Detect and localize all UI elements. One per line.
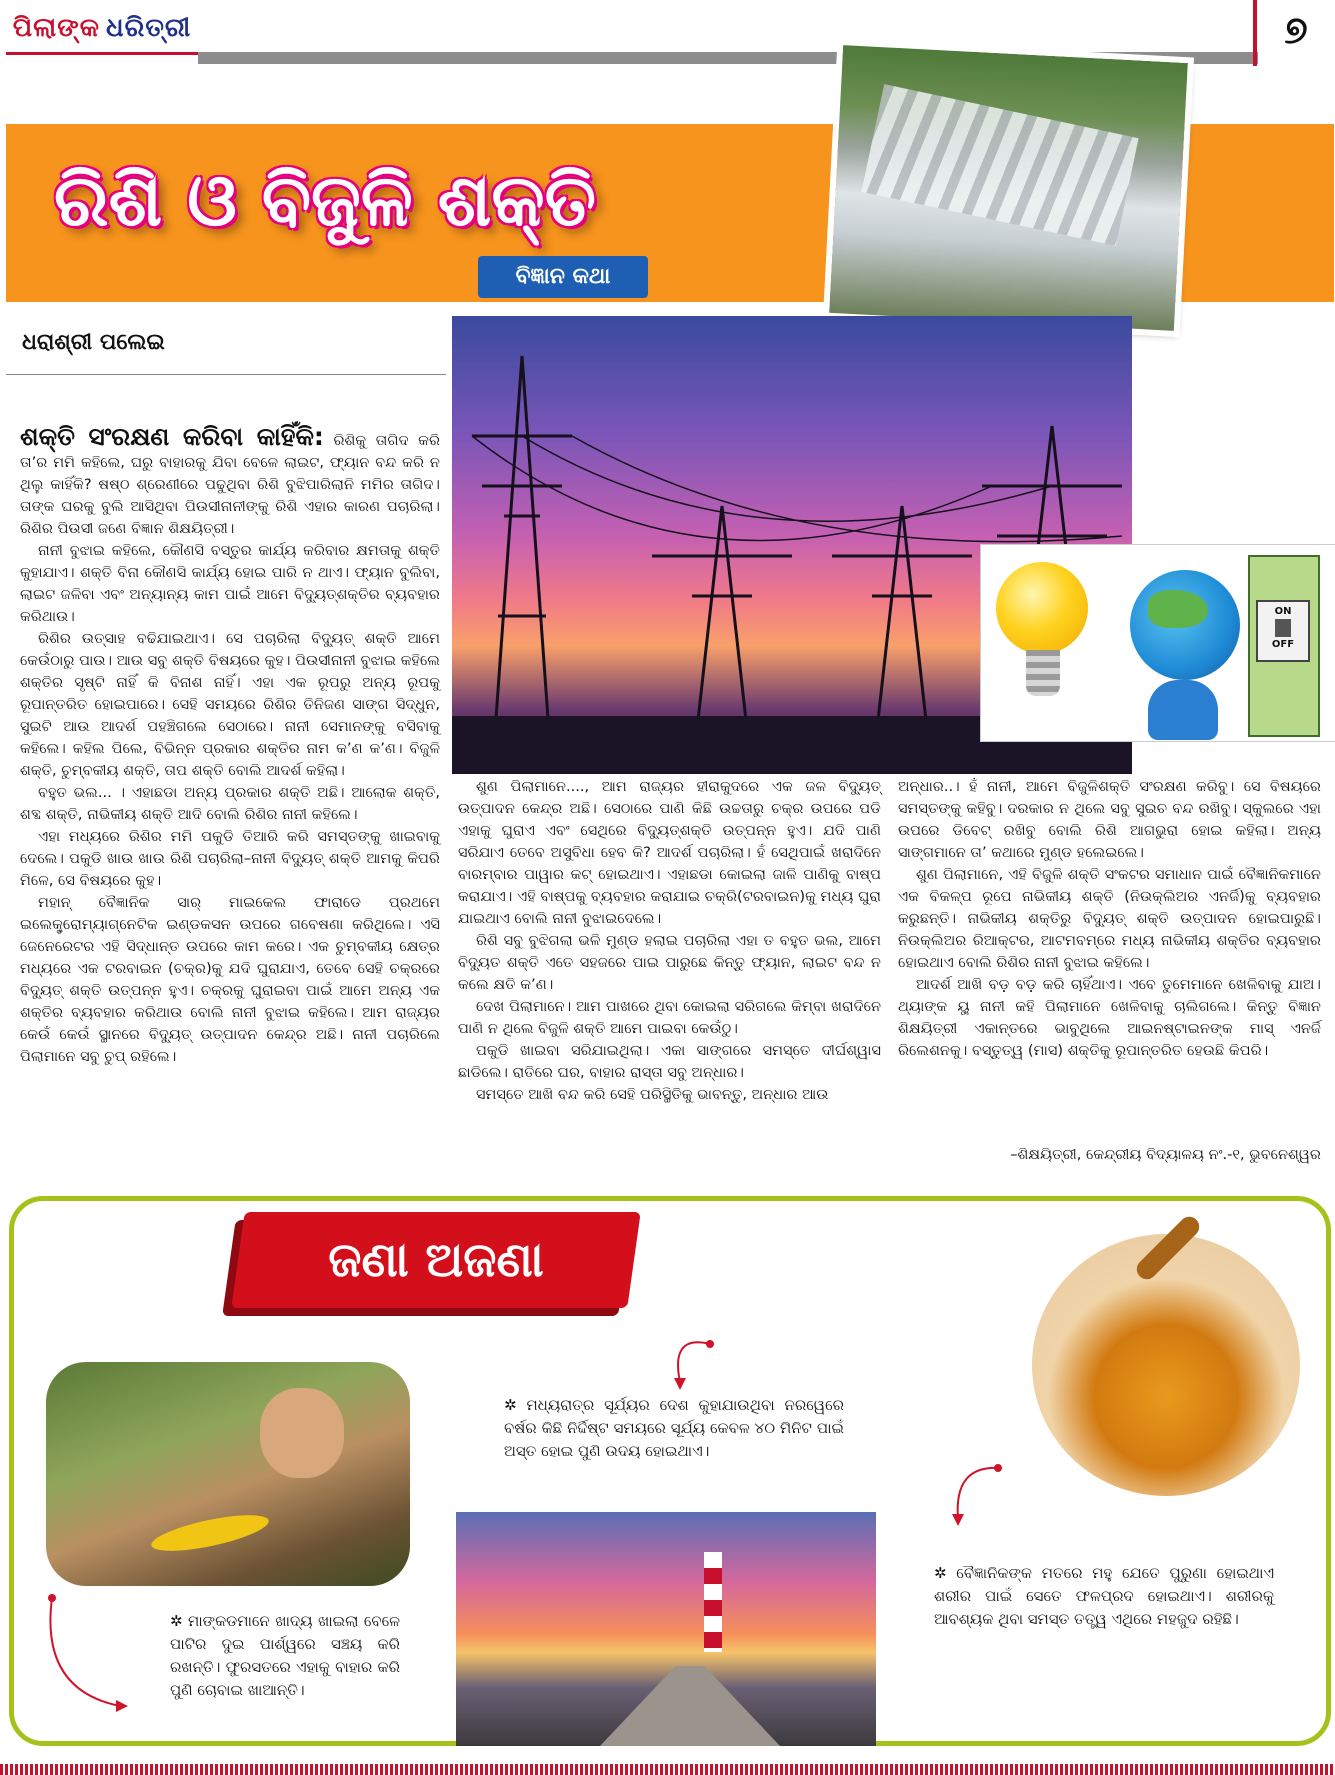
- curved-arrow-icon: [944, 1460, 1004, 1530]
- curved-arrow-icon: [660, 1334, 720, 1392]
- footer-rule: [0, 1764, 1335, 1775]
- light-bulb-icon: [996, 562, 1088, 654]
- fact-monkeys: ✲ ମାଙ୍କଡମାନେ ଖାଦ୍ୟ ଖାଇଲା ବେଳେ ପାଟିର ଦୁଇ ପାର୍ଶ୍ୱରେ ସଞ୍ଚୟ କରି ରଖନ୍ତି। ଫୁରସତରେ ଏହାକୁ ବାହାର କରି ପୁଣି ଚୋବାଇ ଖାଆନ୍ତି।: [170, 1612, 400, 1699]
- author-credit: –ଶିକ୍ଷୟିତ୍ରୀ, କେନ୍ଦ୍ରୀୟ ବିଦ୍ୟାଳୟ ନଂ.-୧, ଭୁବନେଶ୍ୱର: [1010, 1146, 1321, 1163]
- earth-mascot-body: [1148, 680, 1218, 740]
- article-lead: ଶକ୍ତି ସଂରକ୍ଷଣ କରିବା କାହିଁକି:: [20, 422, 324, 451]
- light-switch-icon: [1256, 600, 1310, 662]
- article-title: ରିଶି ଓ ବିଜୁଳି ଶକ୍ତି: [54, 158, 596, 242]
- author-name: ଧରାଶ୍ରୀ ପଲେଇ: [22, 330, 165, 355]
- section-tag: ବିଜ୍ଞାନ କଥା: [478, 256, 648, 298]
- facts-box-title: ଜଣା ଅଜଣା: [328, 1232, 544, 1288]
- switch-on-label: ON: [1274, 606, 1292, 617]
- paragraph: ଅନ୍ଧାର..। ହଁ ନାନୀ, ଆମେ ବିଜୁଳିଶକ୍ତି ସଂରକ୍ଷଣ କରିବୁ। ସେ ବିଷୟରେ ସମସ୍ତଙ୍କୁ କହିବୁ। ଦରକାର ନ ଥିଲେ ସବୁ ସୁଇଚ ବନ୍ଦ ରଖିବୁ। ସ୍କୁଲରେ ଏହା ଉପରେ ଡିବେଟ୍ ରଖିବୁ ବୋଲି ରିଶି ଆଗଭୁରା ହୋଇ କହିଲା। ଅନ୍ୟ ସାଙ୍ଗମାନେ ତା’ କଥାରେ ମୁଣ୍ଡ ହଲେଇଲେ।: [898, 778, 1321, 861]
- paragraph: ପକୁଡି ଖାଇବା ସରିଯାଇଥିଲା। ଏକା ସାଙ୍ଗରେ ସମସ୍ତେ ଦୀର୍ଘଶ୍ୱାସ ଛାଡିଲେ। ରାତିରେ ଘର, ବାହାର ରାସ୍ତା ସବୁ ଅନ୍ଧାର।: [458, 1042, 881, 1081]
- article-column-2: [458, 776, 881, 1172]
- paragraph: ମହାନ୍ ବୈଜ୍ଞାନିକ ସାର୍ ମାଇକେଲ ଫାରାଡେ ପ୍ରଥମେ ଇଲେକ୍ଟ୍ରୋମ୍ୟାଗ୍ନେଟିକ ଇଣ୍ଡକସନ ଉପରେ ଗବେଷଣା କରିଥିଲେ। ଏସି ଜେନେରେଟର ଏହି ସିଦ୍ଧାନ୍ତ ଉପରେ କାମ କରେ। ଏକ ଚୁମ୍ବକୀୟ କ୍ଷେତ୍ର ମଧ୍ୟରେ ଏକ ଟରବାଇନ (ଚକ୍ର)କୁ ଯଦି ଘୁରାଯାଏ, ତେବେ ସେହି ଚକ୍ରରେ ବିଦ୍ୟୁତ୍ ଶକ୍ତି ଉତ୍ପନ୍ନ ହୁଏ। ଚକ୍ରକୁ ଘୁରାଇବା ପାଇଁ ଆମେ ଅନ୍ୟ ଏକ ଶକ୍ତିର ବ୍ୟବହାର କରିଥାଉ ବୋଲି ନାନୀ ବୁଝାଇ କହିଲେ। ଆମ ରାଜ୍ୟର କେଉଁ କେଉଁ ସ୍ଥାନରେ ବିଦ୍ୟୁତ୍ ଉତ୍ପାଦନ କେନ୍ଦ୍ର ଅଛି। ନାନୀ ପଚାରିଲେ ପିଲାମାନେ ସବୁ ଚୁପ୍ ରହିଲେ।: [20, 894, 440, 1065]
- paragraph: ରିଶିର ଉତ୍ସାହ ବଢିଯାଇଥାଏ। ସେ ପଚାରିଲା ବିଦ୍ୟୁତ୍ ଶକ୍ତି ଆମେ କେଉଁଠାରୁ ପାଉ। ଆଉ ସବୁ ଶକ୍ତି ବିଷୟରେ କୁହ। ପିଉସୀନାନୀ ବୁଝାଇ କହିଲେ ଶକ୍ତିର ସୃଷ୍ଟି ନାହିଁ କି ବିନାଶ ନାହିଁ। ଏହା ଏକ ରୂପରୁ ଅନ୍ୟ ରୂପକୁ ରୂପାନ୍ତରିତ ହୋଇପାରେ। ସେହି ସମୟରେ ରିଶିର ତିନିଜଣ ସାଙ୍ଗ ସିଦ୍ଧୁନ, ସୁଇଟି ଆଉ ଆଦର୍ଶ ପହଞ୍ଚିଗଲେ ସେଠାରେ। ନାନୀ ସେମାନଙ୍କୁ ବସିବାକୁ କହିଲେ। କହିଲ ପିଲେ, ବିଭିନ୍ନ ପ୍ରକାର ଶକ୍ତିର ନାମ କ’ଣ କ’ଣ। ବିଜୁଳି ଶକ୍ତି, ଚୁମ୍ବକୀୟ ଶକ୍ତି, ତାପ ଶକ୍ତି ବୋଲି ଆଦର୍ଶ କହିଲା।: [20, 630, 440, 779]
- lighthouse: [704, 1552, 722, 1652]
- paragraph: ନାନୀ ବୁଝାଇ କହିଲେ, କୌଣସି ବସ୍ତୁର କାର୍ଯ୍ୟ କରିବାର କ୍ଷମତାକୁ ଶକ୍ତି କୁହାଯାଏ। ଶକ୍ତି ବିନା କୌଣସି କାର୍ଯ୍ୟ ହୋଇ ପାରି ନ ଥାଏ। ଫ୍ୟାନ ବୁଲିବା, ଲାଇଟ ଜଳିବା ଏବଂ ଅନ୍ୟାନ୍ୟ କାମ ପାଇଁ ଆମେ ବିଦ୍ୟୁତ୍‌ଶକ୍ତିର ବ୍ୟବହାର କରିଥାଉ।: [20, 542, 440, 625]
- article-column-1: [20, 422, 441, 1106]
- logo-text-2: ଧରିତ୍ରୀ: [106, 12, 192, 43]
- paragraph: ଶୁଣ ପିଲାମାନେ, ଏହି ବିଜୁଳି ଶକ୍ତି ସଂକଟର ସମାଧାନ ପାଇଁ ବୈଜ୍ଞାନିକମାନେ ଏକ ବିକଳ୍ପ ରୂପେ ନାଭିକୀୟ ଶକ୍ତି (ନିଉକ୍ଲିଅର ଏନର୍ଜି)କୁ ବ୍ୟବହାର କରୁଛନ୍ତି। ନାଭିକୀୟ ଶକ୍ତିରୁ ବିଦ୍ୟୁତ୍ ଶକ୍ତି ଉତ୍ପାଦନ ହୋଇପାରୁଛି। ନିଉକ୍ଲିଅର ରିଆକ୍ଟର, ଆଟମବମ୍‌ରେ ମଧ୍ୟ ନାଭିକୀୟ ଶକ୍ତିର ବ୍ୟବହାର ହୋଇଥାଏ ବୋଲି ରିଶିର ନାନୀ ବୁଝାଇ କହିଲେ।: [898, 866, 1321, 971]
- paragraph: ସମସ୍ତେ ଆଖି ବନ୍ଦ କରି ସେହି ପରିସ୍ଥିତିକୁ ଭାବନ୍ତୁ, ଅନ୍ଧାର ଆଉ: [476, 1086, 829, 1103]
- curved-arrow-icon: [40, 1590, 130, 1720]
- page-number: ୭: [1284, 8, 1308, 52]
- paragraph: ଶୁଣ ପିଲାମାନେ...., ଆମ ରାଜ୍ୟର ହୀରାକୁଦରେ ଏକ ଜଳ ବିଦ୍ୟୁତ୍ ଉତ୍ପାଦନ କେନ୍ଦ୍ର ଅଛି। ସେଠାରେ ପାଣି କିଛି ଉଚ୍ଚତାରୁ ଚକ୍ର ଉପରେ ପଡି ଏହାକୁ ଘୁରାଏ ଏବଂ ସେଥିରେ ବିଦ୍ୟୁତ୍‌ଶକ୍ତି ଉତ୍ପନ୍ନ ହୁଏ। ଯଦି ପାଣି ସରିଯାଏ ତେବେ ଅସୁବିଧା ହେବ କି? ଆଦର୍ଶ ପଚାରିଲା। ହଁ ସେଥିପାଇଁ ଖରାଦିନେ ବାରମ୍ବାର ପାୱାର କଟ୍ ହୋଇଥାଏ। ଏହାଛଡା କୋଇଲା ଜାଳି ପାଣିକୁ ବାଷ୍ପ କରାଯାଏ। ଏହି ବାଷ୍ପକୁ ବ୍ୟବହାର କରାଯାଇ ଚକ୍ରି(ଟରବାଇନ)କୁ ମଧ୍ୟ ଘୁରା ଯାଇଥାଏ ବୋଲି ନାନୀ ବୁଝାଇଦେଲେ।: [458, 778, 881, 927]
- bulb-base: [1026, 650, 1060, 696]
- monkey-face: [260, 1388, 344, 1478]
- header-red-rule: [1253, 0, 1257, 66]
- paragraph: ବହୁତ ଭଲ... । ଏହାଛଡା ଅନ୍ୟ ପ୍ରକାର ଶକ୍ତି ଅଛି। ଆଲୋକ ଶକ୍ତି, ଶବ୍ଦ ଶକ୍ତି, ନାଭିକୀୟ ଶକ୍ତି ଆଦି ବୋଲି ରିଶିର ନାନୀ କହିଲେ।: [20, 784, 440, 823]
- paragraph: ଦେଖ ପିଲାମାନେ। ଆମ ପାଖରେ ଥିବା କୋଇଲା ସରିଗଲେ କିମ୍ବା ଖରାଦିନେ ପାଣି ନ ଥିଲେ ବିଜୁଳି ଶକ୍ତି ଆମେ ପାଇବା କେଉଁଠୁ।: [458, 998, 881, 1037]
- author-divider: [6, 374, 446, 375]
- paragraph: ଏହା ମଧ୍ୟରେ ରିଶିର ମମି ପକୁଡି ତିଆରି କରି ସମସ୍ତଙ୍କୁ ଖାଇବାକୁ ଦେଲେ। ପକୁଡି ଖାଉ ଖାଉ ରିଶି ପଚାରିଲା–ନାନୀ ବିଦ୍ୟୁତ୍ ଶକ୍ତି ଆମକୁ କିପରି ମିଳେ, ସେ ବିଷୟରେ କୁହ।: [20, 828, 440, 889]
- masthead-logo: [6, 4, 198, 55]
- monkeys-photo: [46, 1362, 410, 1586]
- paragraph: ରିଶି ସବୁ ବୁଝିଗଲା ଭଳି ମୁଣ୍ଡ ହଲାଇ ପଚାରିଲା ଏହା ତ ବହୁତ ଭଲ, ଆମେ ବିଦ୍ୟୁତ ଶକ୍ତି ଏତେ ସହଜରେ ପାଇ ପାରୁଛେ କିନ୍ତୁ ଫ୍ୟାନ, ଲାଇଟ ବନ୍ଦ ନ କଲେ କ୍ଷତି କ’ଣ।: [458, 932, 881, 993]
- fact-honey: ✲ ବୈଜ୍ଞାନିକଙ୍କ ମତରେ ମହୁ ଯେତେ ପୁରୁଣା ହୋଇଥାଏ ଶରୀର ପାଇଁ ସେତେ ଫଳପ୍ରଦ ହୋଇଥାଏ। ଶରୀରକୁ ଆବଶ୍ୟକ ଥିବା ସମସ୍ତ ତତ୍ତ୍ୱ ଏଥିରେ ମହଜୁଦ ରହିଛି।: [934, 1564, 1274, 1628]
- logo-text-1: ପିଲାଙ୍କ: [12, 12, 101, 43]
- paragraph: ଆଦର୍ଶ ଆଖି ବଡ଼ ବଡ଼ କରି ଚାହିଁଥାଏ। ଏବେ ତୁମେମାନେ ଖେଳିବାକୁ ଯାଅ। ଥ୍ୟାଙ୍କ ୟୁ ନାନୀ କହି ପିଲାମାନେ ଖେଳିବାକୁ ଚାଲିଗଲେ। କିନ୍ତୁ ବିଜ୍ଞାନ ଶିକ୍ଷୟିତ୍ରୀ ଏକାନ୍ତରେ ଭାବୁଥିଲେ ଆଇନଷ୍ଟାଇନଙ୍କ ମାସ୍ ଏନର୍ଜି ରିଲେଶନକୁ। ବସ୍ତୁତ୍ୱ (ମାସ) ଶକ୍ତିକୁ ରୂପାନ୍ତରିତ ହେଉଛି କିପରି।: [898, 976, 1321, 1059]
- article-column-3: [898, 776, 1321, 1126]
- switch-off-label: OFF: [1271, 639, 1295, 650]
- paragraph: ରିଶିକୁ ତାଗିଦ କରି ତା’ର ମମି କହିଲେ, ଘରୁ ବାହାରକୁ ଯିବା ବେଳେ ଲାଇଟ, ଫ୍ୟାନ ବନ୍ଦ କରି ନ ଥିଲୁ କାହିଁକି? ଷଷ୍ଠ ଶ୍ରେଣୀରେ ପଢୁଥିବା ରିଶି ବୁଝିପାରିଲାନି ମମିର ତାଗିଦ। ତାଙ୍କ ଘରକୁ ବୁଲି ଆସିଥିବା ପିଉସୀନାନୀଙ୍କୁ ରିଶି ଏହାର କାରଣ ପଚାରିଲା। ରିଶିର ପିଉସୀ ଜଣେ ବିଜ୍ଞାନ ଶିକ୍ଷୟିତ୍ରୀ।: [20, 432, 441, 537]
- honey-photo: [1032, 1234, 1300, 1496]
- earth-land: [1148, 590, 1208, 628]
- fact-norway: ✲ ମଧ୍ୟରାତ୍ର ସୂର୍ଯ୍ୟର ଦେଶ କୁହାଯାଉଥିବା ନରୱେରେ ବର୍ଷର କିଛି ନିର୍ଦ୍ଦିଷ୍ଟ ସମୟରେ ସୂର୍ଯ୍ୟ କେବଳ ୪୦ ମିନିଟ ପାଇଁ ଅସ୍ତ ହୋଇ ପୁଣି ଉଦୟ ହୋଇଥାଏ।: [504, 1396, 844, 1460]
